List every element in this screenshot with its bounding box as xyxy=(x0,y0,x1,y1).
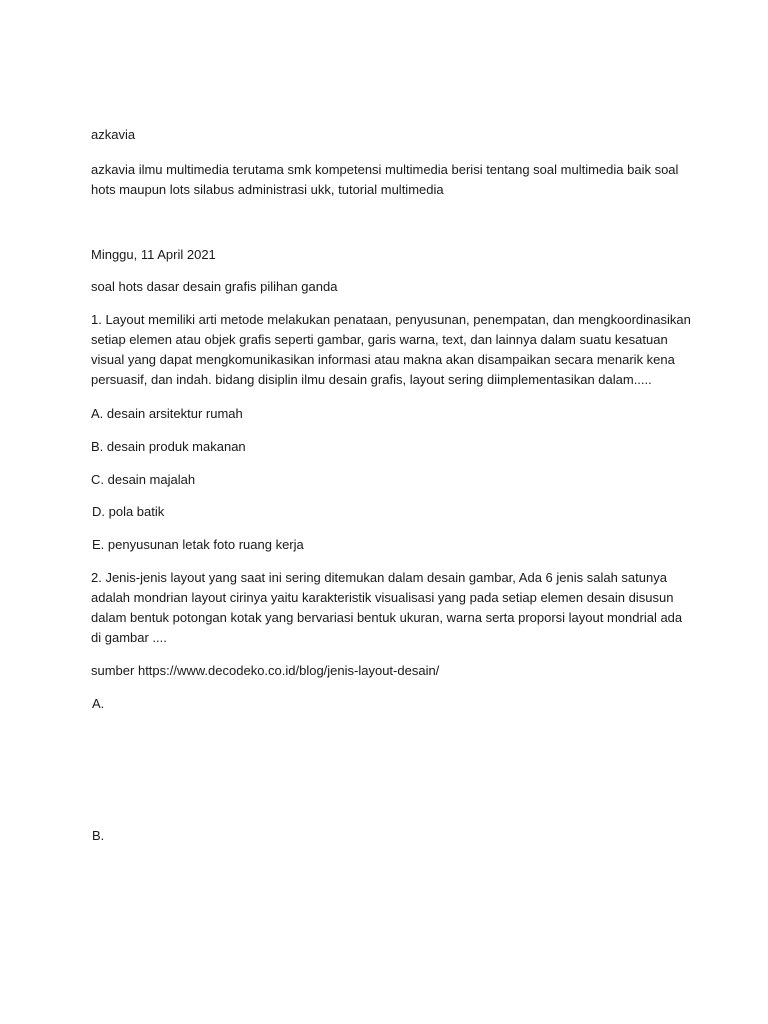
blog-description: azkavia ilmu multimedia terutama smk kompetensi multimedia berisi tentang soal multimedia baik soal hots maupun lots silabus administrasi ukk, tutorial multimedia xyxy=(91,162,679,197)
question-2-option-b: B. xyxy=(92,828,105,843)
question-1-option-a: A. desain arsitektur rumah xyxy=(91,406,243,421)
blog-name: azkavia xyxy=(91,127,136,142)
question-1-option-b: B. desain produk makanan xyxy=(91,439,246,454)
question-1-option-d: D. pola batik xyxy=(92,504,165,519)
question-1-option-c: C. desain majalah xyxy=(91,472,196,487)
question-2-text: 2. Jenis-jenis layout yang saat ini sering ditemukan dalam desain gambar, Ada 6 jenis salah satunya adalah mondrian layout cirinya yaitu karakteristik visualisasi yang pada setiap elemen desain disusun dalam bentuk potongan kotak yang bervariasi bentuk ukuran, warna serta proporsi layout mondrial ada di gambar .... xyxy=(91,570,683,645)
question-1-option-e: E. penyusunan letak foto ruang kerja xyxy=(92,537,304,552)
post-date: Minggu, 11 April 2021 xyxy=(91,247,216,262)
question-1-text: 1. Layout memiliki arti metode melakukan penataan, penyusunan, penempatan, dan mengkoordinasikan setiap elemen atau objek grafis seperti gambar, garis warna, text, dan lainnya dalam suatu kesatuan visual yang dapat mengkomunikasikan informasi atau makna akan disampaikan secara menarik kena persuasif, dan indah. bidang disiplin ilmu desain grafis, layout sering diimplementasikan dalam..... xyxy=(91,312,691,387)
question-2-option-a: A. xyxy=(92,696,105,711)
post-title: soal hots dasar desain grafis pilihan ganda xyxy=(91,279,338,294)
question-2-source: sumber https://www.decodeko.co.id/blog/jenis-layout-desain/ xyxy=(91,663,440,678)
